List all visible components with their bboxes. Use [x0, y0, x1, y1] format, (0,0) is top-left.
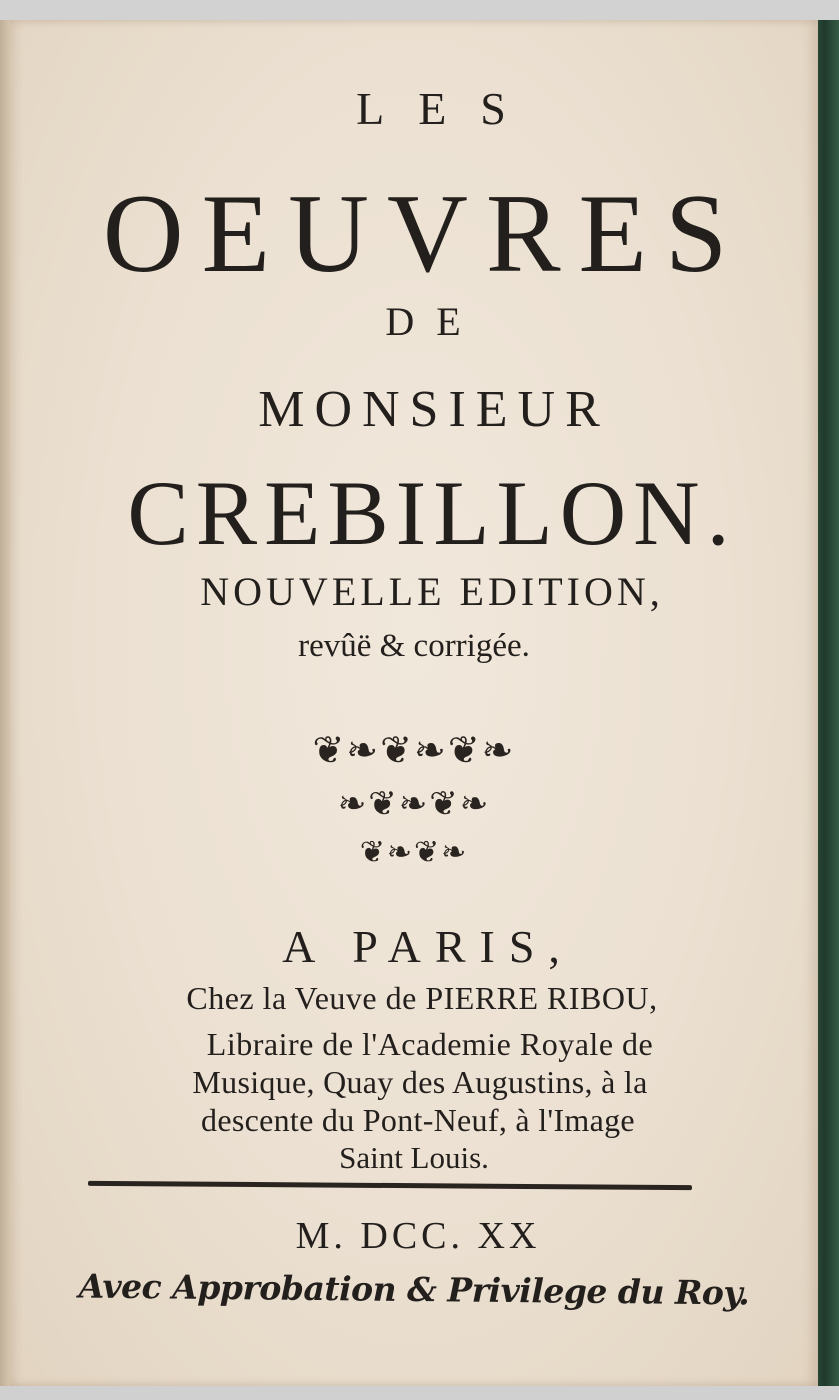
imprint-line: Libraire de l'Academie Royale de [206, 1026, 654, 1062]
title-de: DE [385, 299, 483, 344]
title-les: LES [356, 83, 540, 134]
edition-statement: NOUVELLE EDITION, [200, 569, 664, 614]
royal-privilege: Avec Approbation & Privilege du Roy. [78, 1266, 750, 1313]
imprint-line: descente du Pont-Neuf, à l'Image [201, 1102, 635, 1138]
revision-statement: revûë & corrigée. [298, 628, 530, 664]
horizontal-rule [88, 1181, 692, 1190]
photo-background-bottom [0, 1386, 839, 1400]
imprint-line: Saint Louis. [339, 1140, 489, 1175]
title-oeuvres: OEUVRES [102, 172, 746, 296]
printers-ornament-row-3: ❦❧❦❧ [359, 835, 469, 870]
photo-background-top [0, 0, 839, 20]
publication-year: M. DCC. XX [295, 1215, 541, 1257]
place-of-publication: A PARIS, [282, 921, 574, 972]
imprint-line: Chez la Veuve de PIERRE RIBOU, [186, 980, 658, 1016]
printers-ornament-row-1: ❦❧❦❧❦❧ [312, 728, 516, 772]
title-page [10, 20, 818, 1386]
author-name: CREBILLON. [127, 462, 737, 564]
imprint-line: Musique, Quay des Augustins, à la [192, 1064, 648, 1100]
title-monsieur: MONSIEUR [258, 381, 610, 438]
printers-ornament-row-2: ❧❦❧❦❧ [337, 784, 491, 824]
